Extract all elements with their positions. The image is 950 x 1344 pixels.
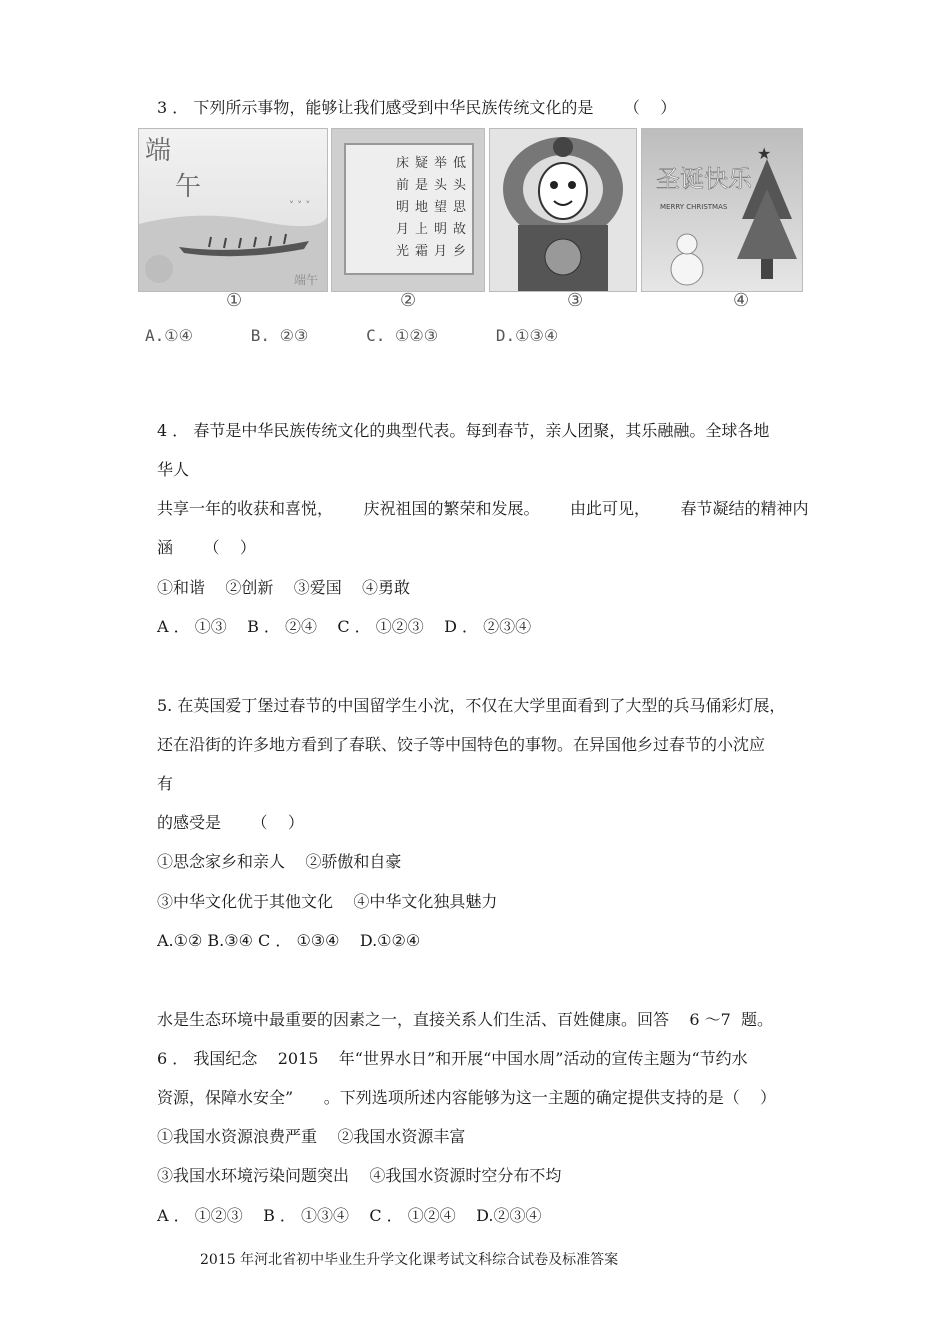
img1-title-2: 午 [175,172,202,202]
poem-char: 是 [414,178,428,193]
img1-corner-text: 端午 [294,273,319,287]
poem-char: 乡 [452,244,466,259]
poem-char: 头 [452,178,466,193]
q5-line-4: 的感受是 （ ） [157,813,304,832]
poem-char: 头 [433,178,447,193]
q4-choices: ①和谐 ②创新 ③爱国 ④勇敢 [157,578,411,597]
q6-choices-2: ③我国水环境污染问题突出 ④我国水资源时空分布不均 [157,1166,562,1185]
opera-mask-illustration [490,129,636,291]
poem-text [396,153,466,263]
q3-stem: 3 ． 下列所示事物，能够让我们感受到中华民族传统文化的是 （ ） [157,98,677,117]
poem-char: 低 [452,156,466,171]
svg-text:˅ ˅ ˅: ˅ ˅ ˅ [289,201,311,212]
poem-column [453,153,466,263]
q4-line-3: 共享一年的收获和喜悦， 庆祝祖国的繁荣和发展。 由此可见， 春节凝结的精神内 [157,499,809,518]
opera-mask-image [489,128,637,292]
dragon-boat-illustration [139,129,327,291]
q5-choices-2: ③中华文化优于其他文化 ④中华文化独具魅力 [157,892,498,911]
poem-char: 床 [395,156,409,171]
poem-char: 地 [414,200,428,215]
poem-char: 故 [452,222,466,237]
q5-line-2: 还在沿街的许多地方看到了春联、饺子等中国特色的事物。在异国他乡过春节的小沈应 [157,735,766,754]
q6-intro: 水是生态环境中最重要的因素之一，直接关系人们生活、百姓健康。回答 6 ～7 题。 [157,1010,773,1029]
poem-char: 月 [395,222,409,237]
poem-scroll-image [331,128,485,292]
poem-char: 疑 [414,156,428,171]
q6-options: A ． ①②③ B ． ①③④ C ． ①②④ D.②③④ [157,1206,542,1225]
caption-4: ④ [733,290,750,311]
q6-choices-1: ①我国水资源浪费严重 ②我国水资源丰富 [157,1127,466,1146]
poem-char: 明 [433,222,447,237]
poem-char: 上 [414,222,428,237]
q4-line-1: 4 ． 春节是中华民族传统文化的典型代表。每到春节，亲人团聚，其乐融融。全球各地 [157,421,770,440]
poem-char: 霜 [414,244,428,259]
christmas-card-image [641,128,803,292]
q5-line-3: 有 [157,774,174,793]
poem-char: 前 [395,178,409,193]
q6-line-1: 6 ． 我国纪念 2015 年“世界水日”和开展“中国水周”活动的宣传主题为“节约水 [157,1049,748,1068]
caption-3: ③ [567,290,584,311]
caption-1: ① [226,290,243,311]
christmas-subtitle: MERRY CHRISTMAS [660,203,728,211]
poem-char: 明 [395,200,409,215]
christmas-title: 圣诞快乐 [656,165,752,193]
poem-char: 思 [452,200,466,215]
christmas-card-illustration [642,129,802,291]
caption-2: ② [400,290,417,311]
q5-line-1: 5. 在英国爱丁堡过春节的中国留学生小沈，不仅在大学里面看到了大型的兵马俑彩灯展， [157,696,786,715]
poem-column [434,153,447,263]
q5-choices-1: ①思念家乡和亲人 ②骄傲和自豪 [157,852,402,871]
img1-title-1: 端 [145,136,172,166]
q4-line-2: 华人 [157,460,190,479]
q4-line-4: 涵 （ ） [157,538,256,557]
poem-char: 望 [433,200,447,215]
page-footer: 2015 年河北省初中毕业生升学文化课考试文科综合试卷及标准答案 [200,1252,619,1268]
q4-options: A ． ①③ B ． ②④ C ． ①②③ D ． ②③④ [157,617,532,636]
q6-line-2: 资源，保障水安全” 。下列选项所述内容能够为这一主题的确定提供支持的是（ ） [157,1088,777,1107]
poem-char: 举 [433,156,447,171]
poem-column [415,153,428,263]
poem-char: 光 [395,244,409,259]
poem-char: 月 [433,244,447,259]
svg-text:★: ★ [757,144,772,163]
poem-column [396,153,409,263]
q3-options: A.①④ B. ②③ C. ①②③ D.①③④ [145,326,559,345]
dragon-boat-image [138,128,328,292]
q5-options: A.①② B.③④ C ． ①③④ D.①②④ [157,931,421,950]
